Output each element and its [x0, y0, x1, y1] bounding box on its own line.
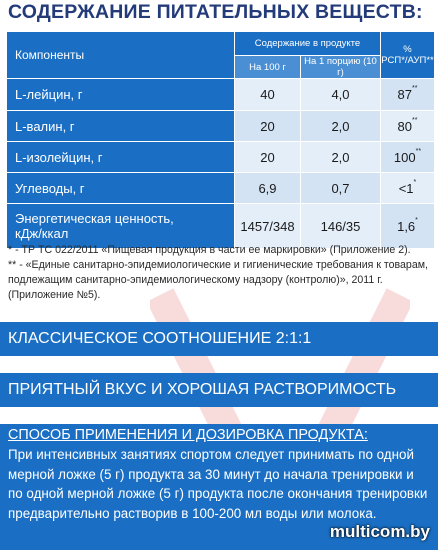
value-per-portion: 0,7: [301, 173, 381, 204]
header-content: Содержание в продукте: [235, 32, 381, 56]
table-row: [7, 79, 435, 111]
nutrition-table: [6, 31, 435, 249]
component-name: L-лейцин, г: [7, 79, 235, 111]
footnote-mark: **: [412, 85, 418, 92]
component-name-line2: кДж/ккал: [15, 226, 69, 241]
ratio-banner: КЛАССИЧЕСКОЕ СООТНОШЕНИЕ 2:1:1: [0, 322, 438, 356]
header-percent: [381, 32, 435, 79]
footnote-mark: **: [412, 116, 418, 124]
value-percent: [381, 204, 435, 249]
component-name: L-валин, г: [7, 111, 235, 142]
percent-number: 80: [397, 118, 412, 134]
table-row: [7, 142, 435, 173]
component-name: L-изолейцин, г: [7, 142, 235, 173]
value-per-100g: 6,9: [235, 173, 301, 204]
footnote-2: ** - «Единые санитарно-эпидемиологические и гигиенические требования к товарам, подлежащим санитарно-эпидемиологическому надзору (контролю)», 2011 г. (Приложение №5).: [8, 259, 428, 301]
footnotes: [8, 243, 432, 303]
header-components: Компоненты: [7, 32, 235, 79]
header-per-100g: На 100 г: [235, 56, 301, 79]
table-row: [7, 173, 435, 204]
value-per-portion: 2,0: [301, 111, 381, 142]
value-percent: [381, 111, 435, 142]
page-title: СОДЕРЖАНИЕ ПИТАТЕЛЬНЫХ ВЕЩЕСТВ:: [8, 1, 423, 23]
value-per-portion: 146/35: [301, 204, 381, 249]
component-name-line1: Энергетическая ценность,: [15, 211, 174, 226]
usage-text: При интенсивных занятиях спортом следует принимать по одной мерной ложке (5 г) продукта за 30 минут до начала тренировки и по одной мерной ложке (5 г) продукта после окончания тренировки предварительно растворив в 100-200 мл воды или молока.: [8, 447, 428, 521]
component-name: Углеводы, г: [7, 173, 235, 204]
percent-number: 1,6: [397, 218, 416, 234]
percent-number: 87: [397, 87, 412, 102]
percent-number: <1: [398, 180, 414, 196]
value-percent: [381, 142, 435, 173]
component-name: [7, 204, 235, 249]
footnote-mark: **: [415, 147, 422, 155]
value-percent: [381, 173, 435, 204]
footnote-1: * - ТР ТС 022/2011 «Пищевая продукция в части ее маркировки» (Приложение 2).: [8, 244, 411, 256]
value-percent: [381, 79, 435, 111]
taste-banner: ПРИЯТНЫЙ ВКУС И ХОРОШАЯ РАСТВОРИМОСТЬ: [0, 373, 438, 407]
header-percent-symbol: %: [403, 44, 412, 55]
site-watermark: multicom.by: [329, 522, 430, 541]
value-per-100g: 1457/348: [235, 204, 301, 249]
value-per-100g: 40: [235, 79, 301, 111]
value-per-100g: 20: [235, 142, 301, 173]
usage-heading: СПОСОБ ПРИМЕНЕНИЯ И ДОЗИРОВКА ПРОДУКТА:: [8, 427, 368, 443]
table-row: [7, 111, 435, 142]
header-per-portion: На 1 порцию (10 г): [301, 56, 381, 79]
footnote-mark: *: [415, 216, 418, 224]
percent-number: 100: [393, 149, 416, 165]
header-percent-norm: РСП*/АУП**: [381, 55, 434, 66]
value-per-portion: 2,0: [301, 142, 381, 173]
value-per-portion: 4,0: [301, 79, 381, 111]
value-per-100g: 20: [235, 111, 301, 142]
table-row: [7, 204, 435, 249]
footnote-mark: *: [413, 178, 417, 186]
